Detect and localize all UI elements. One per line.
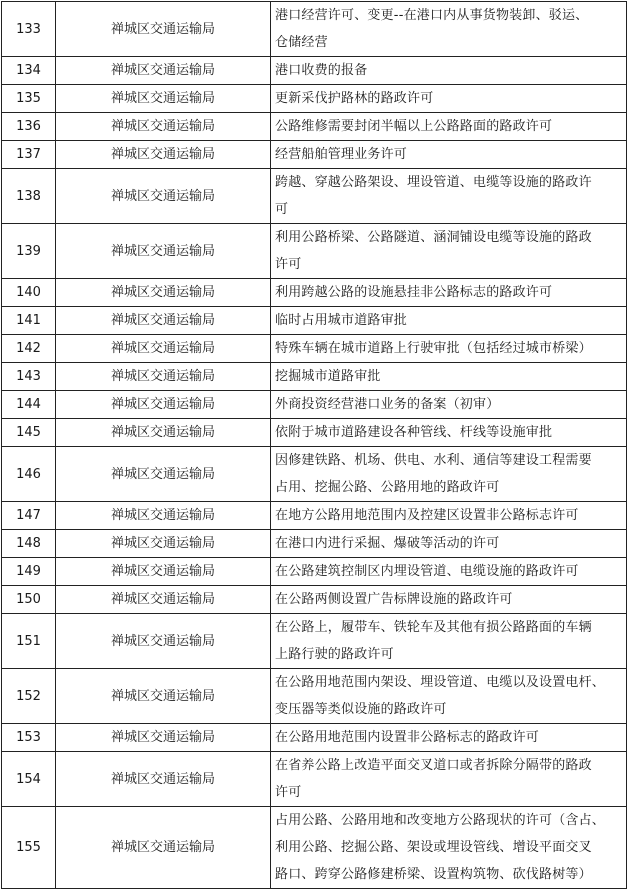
table-row <box>2 169 627 224</box>
department-cell: 禅城区交通运输局 <box>56 169 271 224</box>
department-cell: 禅城区交通运输局 <box>56 586 271 614</box>
row-number: 137 <box>2 141 56 169</box>
permit-item-cell <box>271 502 627 530</box>
table-row <box>2 279 627 307</box>
permits-table-body <box>2 2 627 889</box>
permit-item-cell <box>271 169 627 224</box>
department-cell: 禅城区交通运输局 <box>56 224 271 279</box>
table-row <box>2 85 627 113</box>
permit-item-cell <box>271 752 627 807</box>
table-row <box>2 724 627 752</box>
permit-item-line: 特殊车辆在城市道路上行驶审批（包括经过城市桥梁） <box>275 341 592 356</box>
permit-item-line: 在省养公路上改造平面交叉道口或者拆除分隔带的路政 <box>275 758 592 773</box>
permit-item-line: 经营船舶管理业务许可 <box>275 147 408 162</box>
department-cell: 禅城区交通运输局 <box>56 85 271 113</box>
permit-item-line: 可 <box>275 202 289 217</box>
table-row <box>2 558 627 586</box>
department-cell: 禅城区交通运输局 <box>56 614 271 669</box>
row-number: 141 <box>2 307 56 335</box>
permit-item-line: 在地方公路用地范围内及控建区设置非公路标志许可 <box>275 508 579 523</box>
table-row <box>2 307 627 335</box>
permit-item-line: 跨越、穿越公路架设、埋设管道、电缆等设施的路政许 <box>275 175 592 190</box>
table-row <box>2 419 627 447</box>
permit-item-line: 许可 <box>275 785 302 800</box>
table-row <box>2 391 627 419</box>
permit-item-line: 外商投资经营港口业务的备案（初审） <box>275 397 500 412</box>
permit-item-line: 利用公路桥梁、公路隧道、涵洞铺设电缆等设施的路政 <box>275 230 592 245</box>
row-number: 143 <box>2 363 56 391</box>
permit-item-line: 上路行驶的路政许可 <box>275 647 394 662</box>
permit-item-line: 占用公路、公路用地和改变地方公路现状的许可（含占、 <box>275 813 606 828</box>
row-number: 134 <box>2 57 56 85</box>
row-number: 144 <box>2 391 56 419</box>
table-row <box>2 502 627 530</box>
permit-item-cell <box>271 669 627 724</box>
permit-item-line: 在港口内进行采掘、爆破等活动的许可 <box>275 536 500 551</box>
permits-table <box>1 1 627 889</box>
department-cell: 禅城区交通运输局 <box>56 558 271 586</box>
permit-item-cell <box>271 279 627 307</box>
permit-item-cell <box>271 530 627 558</box>
table-row <box>2 669 627 724</box>
row-number: 136 <box>2 113 56 141</box>
permit-item-cell <box>271 614 627 669</box>
department-cell: 禅城区交通运输局 <box>56 502 271 530</box>
permit-item-cell <box>271 391 627 419</box>
department-cell: 禅城区交通运输局 <box>56 141 271 169</box>
row-number: 133 <box>2 2 56 57</box>
row-number: 135 <box>2 85 56 113</box>
permit-item-cell <box>271 85 627 113</box>
permit-item-cell <box>271 141 627 169</box>
table-row <box>2 807 627 889</box>
table-row <box>2 335 627 363</box>
table-row <box>2 447 627 502</box>
permit-item-line: 仓储经营 <box>275 35 328 50</box>
department-cell: 禅城区交通运输局 <box>56 447 271 502</box>
row-number: 147 <box>2 502 56 530</box>
department-cell: 禅城区交通运输局 <box>56 724 271 752</box>
table-row <box>2 2 627 57</box>
permit-item-line: 占用、挖掘公路、公路用地的路政许可 <box>275 480 500 495</box>
permit-item-cell <box>271 586 627 614</box>
permit-item-cell <box>271 113 627 141</box>
permit-item-line: 在公路用地范围内设置非公路标志的路政许可 <box>275 730 540 745</box>
permit-item-line: 许可 <box>275 257 302 272</box>
permit-item-line: 因修建铁路、机场、供电、水利、通信等建设工程需要 <box>275 453 592 468</box>
department-cell: 禅城区交通运输局 <box>56 2 271 57</box>
row-number: 142 <box>2 335 56 363</box>
permit-item-line: 挖掘城市道路审批 <box>275 369 381 384</box>
department-cell: 禅城区交通运输局 <box>56 807 271 889</box>
table-row <box>2 363 627 391</box>
permit-item-cell <box>271 807 627 889</box>
row-number: 150 <box>2 586 56 614</box>
department-cell: 禅城区交通运输局 <box>56 530 271 558</box>
department-cell: 禅城区交通运输局 <box>56 307 271 335</box>
permit-item-line: 依附于城市道路建设各种管线、杆线等设施审批 <box>275 425 553 440</box>
permit-item-cell <box>271 307 627 335</box>
table-row <box>2 113 627 141</box>
department-cell: 禅城区交通运输局 <box>56 363 271 391</box>
permit-item-line: 临时占用城市道路审批 <box>275 313 408 328</box>
permit-item-cell <box>271 335 627 363</box>
permit-item-line: 路口、跨穿公路修建桥梁、设置构筑物、砍伐路树等） <box>275 867 592 882</box>
permit-item-line: 在公路两侧设置广告标牌设施的路政许可 <box>275 592 513 607</box>
row-number: 152 <box>2 669 56 724</box>
table-row <box>2 530 627 558</box>
row-number: 153 <box>2 724 56 752</box>
table-row <box>2 141 627 169</box>
row-number: 149 <box>2 558 56 586</box>
table-row <box>2 586 627 614</box>
row-number: 139 <box>2 224 56 279</box>
permit-item-cell <box>271 57 627 85</box>
table-row <box>2 752 627 807</box>
department-cell: 禅城区交通运输局 <box>56 57 271 85</box>
permit-item-line: 港口经营许可、变更--在港口内从事货物装卸、驳运、 <box>275 8 589 23</box>
permit-item-line: 利用公路、挖掘公路、架设或埋设管线、增设平面交叉 <box>275 840 592 855</box>
permit-item-cell <box>271 2 627 57</box>
permit-item-cell <box>271 558 627 586</box>
row-number: 138 <box>2 169 56 224</box>
department-cell: 禅城区交通运输局 <box>56 669 271 724</box>
permit-item-cell <box>271 224 627 279</box>
permit-item-line: 利用跨越公路的设施悬挂非公路标志的路政许可 <box>275 285 553 300</box>
table-row <box>2 57 627 85</box>
permit-item-cell <box>271 363 627 391</box>
department-cell: 禅城区交通运输局 <box>56 113 271 141</box>
permit-item-cell <box>271 724 627 752</box>
department-cell: 禅城区交通运输局 <box>56 391 271 419</box>
department-cell: 禅城区交通运输局 <box>56 335 271 363</box>
department-cell: 禅城区交通运输局 <box>56 279 271 307</box>
department-cell: 禅城区交通运输局 <box>56 752 271 807</box>
permit-item-line: 在公路建筑控制区内埋设管道、电缆设施的路政许可 <box>275 564 579 579</box>
row-number: 155 <box>2 807 56 889</box>
permit-item-line: 在公路用地范围内架设、埋设管道、电缆以及设置电杆、 <box>275 675 606 690</box>
row-number: 151 <box>2 614 56 669</box>
row-number: 148 <box>2 530 56 558</box>
row-number: 146 <box>2 447 56 502</box>
table-row <box>2 614 627 669</box>
table-row <box>2 224 627 279</box>
permit-item-line: 公路维修需要封闭半幅以上公路路面的路政许可 <box>275 119 553 134</box>
permit-item-line: 更新采伐护路林的路政许可 <box>275 91 434 106</box>
department-cell: 禅城区交通运输局 <box>56 419 271 447</box>
row-number: 145 <box>2 419 56 447</box>
row-number: 154 <box>2 752 56 807</box>
permit-item-line: 港口收费的报备 <box>275 63 368 78</box>
row-number: 140 <box>2 279 56 307</box>
permit-item-cell <box>271 419 627 447</box>
permit-item-line: 变压器等类似设施的路政许可 <box>275 702 447 717</box>
permit-item-line: 在公路上，履带车、铁轮车及其他有损公路路面的车辆 <box>275 620 592 635</box>
permit-item-cell <box>271 447 627 502</box>
